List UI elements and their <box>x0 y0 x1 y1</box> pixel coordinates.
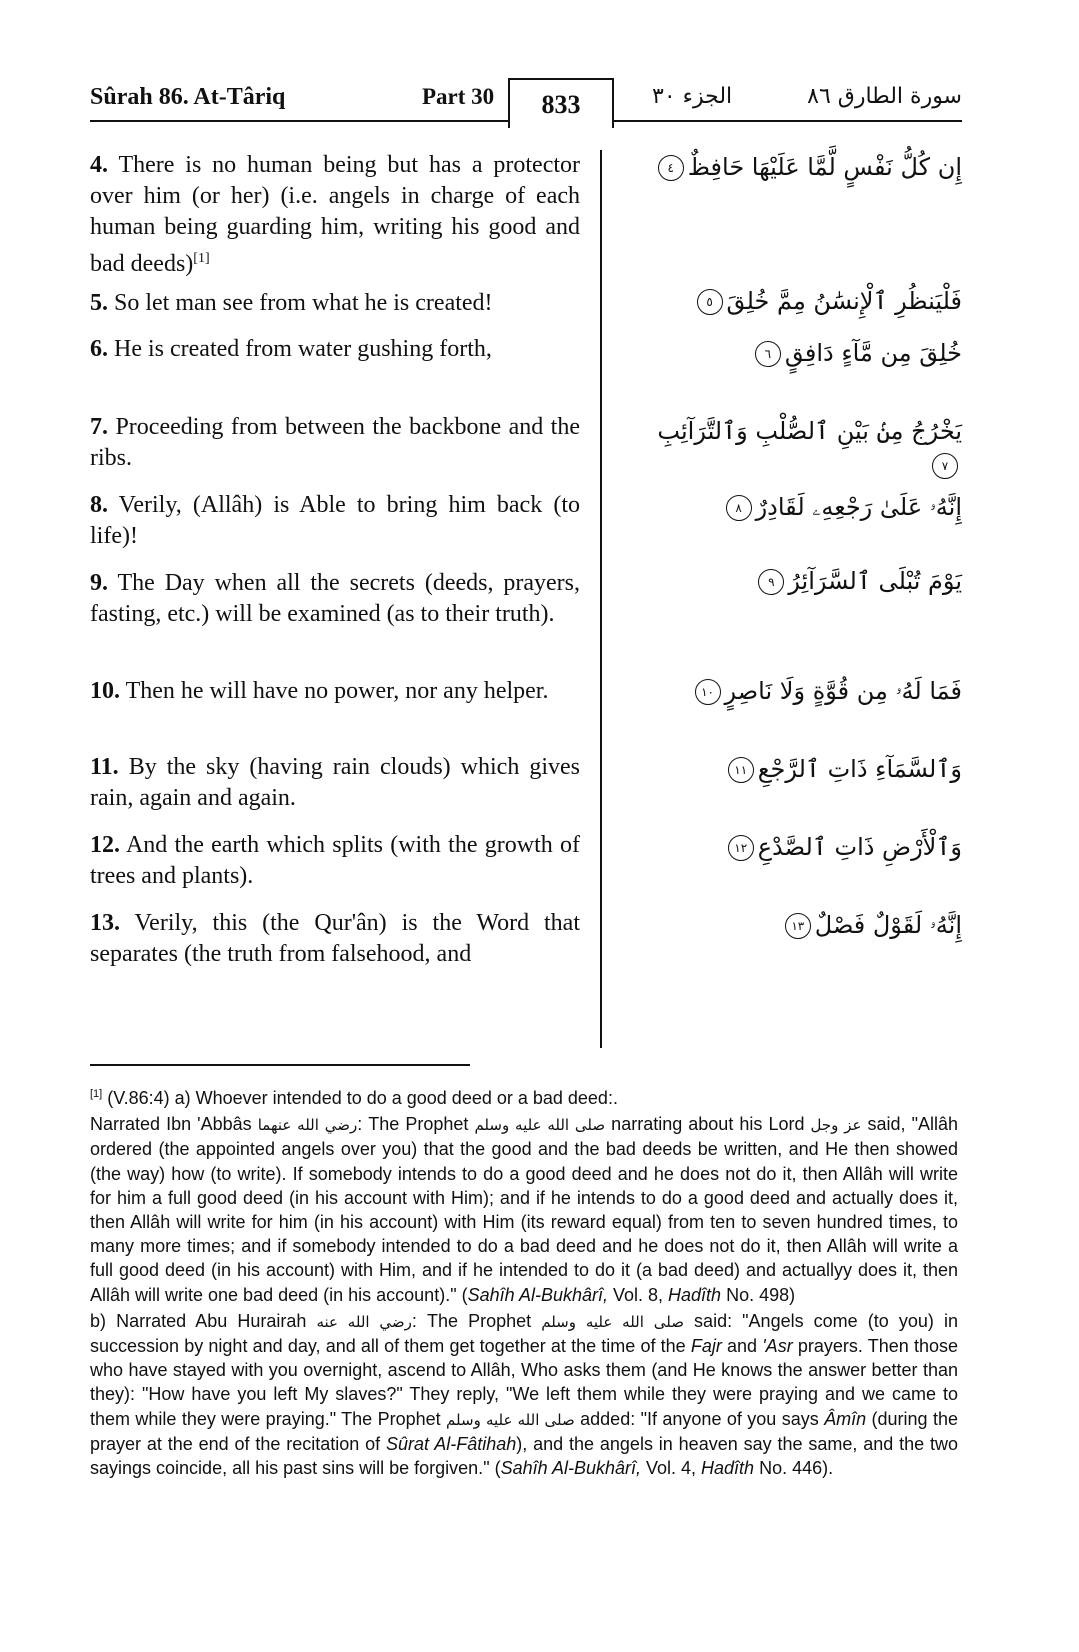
column-divider <box>600 150 602 1048</box>
footnote-rule <box>90 1064 470 1066</box>
arabic-text: إِنَّهُۥ لَقَوْلٌ فَصْلٌ <box>814 911 962 939</box>
footnote-hadith-a: Narrated Ibn 'Abbâs رضي الله عنهما: The Prophet صلى الله عليه وسلم narrating about his Lord عز وجل said, "Allâh ordered (the appointed angels over you) that the good and the bad deeds be written, and He then showed (the way) how (to write). If somebody intends to do a good deed and he does not do it, then Allâh will write for him a full good deed (in his account with Him); and if he intends to do a good deed and actually does it, then Allâh will write for him (in his account) with Him (its reward equal) from ten to seven hundred times, to many more times; and if somebody intended to do a bad deed and he does not do it, then Allâh will write a full good deed (in his account) with Him, and if he intended to do it (a bad deed) and actuallyy does it, then Allâh will write one bad deed (in his account)." (Sahîh Al-Bukhârî, Vol. 8, Hadîth No. 498) <box>90 1114 959 1305</box>
verse-4-arabic <box>632 150 962 184</box>
page-header <box>90 78 962 122</box>
arabic-honorific: صلى الله عليه وسلم <box>446 1410 575 1429</box>
verse-text: There is no human being but has a protector over him (or her) (i.e. angels in charge of each human being guarding him, writing his good and bad deeds) <box>90 152 580 277</box>
verse-end-marker: ٨ <box>726 495 752 521</box>
arabic-text: إِن كُلُّ نَفْسٍ لَّمَّا عَلَيْهَا حَافِظٌ <box>687 153 962 181</box>
verse-11-translation <box>90 752 580 814</box>
verse-text: And the earth which splits (with the growth of trees and plants). <box>90 832 580 889</box>
verse-end-marker: ٦ <box>755 341 781 367</box>
verse-end-marker: ٩ <box>758 569 784 595</box>
verse-number: 6. <box>90 336 108 362</box>
arabic-text: يَخْرُجُ مِنۢ بَيْنِ ٱلصُّلْبِ وَٱلتَّرَآئِبِ <box>657 417 962 445</box>
page <box>90 78 962 1479</box>
verse-end-marker: ١٢ <box>728 835 754 861</box>
footnote-ref: [1] <box>193 251 210 266</box>
verse-4-translation <box>90 150 580 280</box>
verse-6-arabic <box>632 336 962 370</box>
verse-text: So let man see from what he is created! <box>108 290 493 316</box>
verse-end-marker: ١١ <box>728 757 754 783</box>
verses-section <box>90 150 962 1050</box>
verse-text: Then he will have no power, nor any helper. <box>120 678 549 704</box>
verse-8-translation <box>90 490 580 552</box>
arabic-honorific: رضي الله عنهما <box>257 1116 358 1135</box>
verse-number: 10. <box>90 678 120 704</box>
arabic-honorific: صلى الله عليه وسلم <box>541 1312 684 1331</box>
arabic-text: وَٱلسَّمَآءِ ذَاتِ ٱلرَّجْعِ <box>757 755 962 783</box>
prayer-name: Fajr <box>690 1336 722 1357</box>
arabic-text: إِنَّهُۥ عَلَىٰ رَجْعِهِۦ لَقَادِرٌ <box>755 493 962 521</box>
verse-5-translation <box>90 288 580 319</box>
footnotes <box>90 1082 958 1482</box>
prayer-name: 'Asr <box>762 1336 793 1357</box>
verse-end-marker: ٧ <box>932 453 958 479</box>
surah-name: Sûrat Al-Fâtihah <box>386 1433 517 1454</box>
verse-8-arabic <box>632 490 962 524</box>
surah-title: Sûrah 86. At-Târiq <box>90 84 286 110</box>
verse-6-translation <box>90 334 580 365</box>
verse-number: 12. <box>90 832 120 858</box>
verse-number: 13. <box>90 910 120 936</box>
citation-term: Hadîth <box>668 1284 722 1305</box>
part-label: Part 30 <box>422 84 495 109</box>
verse-number: 8. <box>90 492 108 518</box>
page-number: 833 <box>508 78 614 128</box>
arabic-text: خُلِقَ مِن مَّآءٍ دَافِقٍ <box>784 339 962 367</box>
arabic-part-label: الجزء ٣٠ <box>652 84 733 109</box>
citation-source: Sahîh Al-Bukhârî, <box>500 1458 641 1479</box>
verse-text: By the sky (having rain clouds) which gives rain, again and again. <box>90 754 580 811</box>
arabic-honorific: عز وجل <box>810 1116 862 1135</box>
arabic-text: فَمَا لَهُۥ مِن قُوَّةٍ وَلَا نَاصِرٍ <box>724 677 962 705</box>
verse-9-arabic <box>632 564 962 598</box>
verse-11-arabic <box>632 752 962 786</box>
verse-13-arabic <box>632 908 962 942</box>
term-amin: Âmîn <box>824 1408 867 1429</box>
citation-term: Hadîth <box>701 1458 755 1479</box>
verse-10-translation <box>90 676 580 707</box>
verse-number: 5. <box>90 290 108 316</box>
verse-10-arabic <box>632 674 962 708</box>
arabic-text: يَوْمَ تُبْلَى ٱلسَّرَآئِرُ <box>788 567 962 595</box>
arabic-surah-title: سورة الطارق ٨٦ <box>807 84 962 109</box>
verse-end-marker: ١٠ <box>695 679 721 705</box>
verse-text: Proceeding from between the backbone and the ribs. <box>90 414 580 471</box>
arabic-honorific: رضي الله عنه <box>316 1312 412 1331</box>
arabic-honorific: صلى الله عليه وسلم <box>474 1116 606 1135</box>
verse-number: 7. <box>90 414 108 440</box>
footnote-marker: [1] <box>90 1088 103 1100</box>
verse-number: 4. <box>90 152 108 178</box>
footnote-heading: [1] (V.86:4) a) Whoever intended to do a good deed or a bad deed:. <box>90 1088 618 1108</box>
verse-text: He is created from water gushing forth, <box>108 336 492 362</box>
verse-number: 9. <box>90 570 108 596</box>
arabic-text: وَٱلْأَرْضِ ذَاتِ ٱلصَّدْعِ <box>757 833 962 861</box>
verse-5-arabic <box>632 284 962 318</box>
verse-9-translation <box>90 568 580 630</box>
verse-7-arabic <box>632 414 962 482</box>
verse-13-translation <box>90 908 580 970</box>
citation-source: Sahîh Al-Bukhârî, <box>467 1284 608 1305</box>
verse-end-marker: ٥ <box>697 289 723 315</box>
verse-12-translation <box>90 830 580 892</box>
verse-text: Verily, this (the Qur'ân) is the Word that separates (the truth from falsehood, and <box>90 910 580 967</box>
verse-number: 11. <box>90 754 119 780</box>
footnote-hadith-b: b) Narrated Abu Hurairah رضي الله عنه: The Prophet صلى الله عليه وسلم said: "Angels come (to you) in succession by night and day, and all of them get together at the time of the Fajr and 'Asr prayers. Then those who have stayed with you overnight, ascend to Allâh, Who asks them (and He knows the answer better than they): "How have you left My slaves?" They reply, "We left them while they were praying and we came to them while they were praying." The Prophet صلى الله عليه وسلم added: "If anyone of you says Âmîn (during the prayer at the end of the recitation of Sûrat Al-Fâtihah), and the angels in heaven say the same, and the two sayings coincide, all his past sins will be forgiven." (Sahîh Al-Bukhârî, Vol. 4, Hadîth No. 446). <box>90 1310 958 1479</box>
verse-7-translation <box>90 412 580 474</box>
verse-text: Verily, (Allâh) is Able to bring him back (to life)! <box>90 492 580 549</box>
arabic-text: فَلْيَنظُرِ ٱلْإِنسَٰنُ مِمَّ خُلِقَ <box>726 287 962 315</box>
verse-text: The Day when all the secrets (deeds, prayers, fasting, etc.) will be examined (as to their truth). <box>90 570 580 627</box>
verse-12-arabic <box>632 830 962 864</box>
verse-end-marker: ١٣ <box>785 913 811 939</box>
verse-end-marker: ٤ <box>658 155 684 181</box>
